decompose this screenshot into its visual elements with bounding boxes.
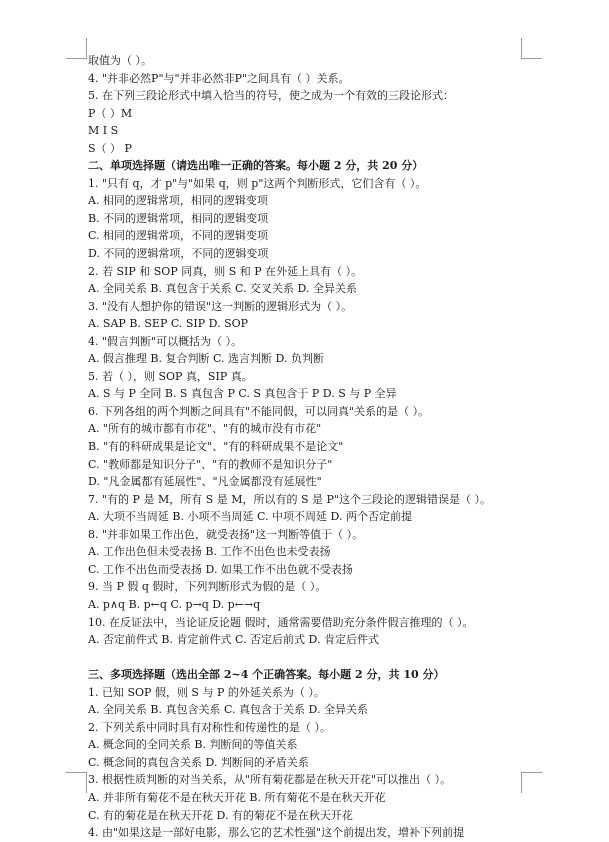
- text-line: 3. "没有人想护你的错误"这一判断的逻辑形式为（ ）。: [88, 299, 353, 313]
- page-corner-mark-bottom-left: [66, 772, 87, 793]
- text-line: 7. "有的 P 是 M，所有 S 是 M，所以有的 S 是 P"这个三段论的逻辑错误是（ ）。: [88, 492, 491, 506]
- text-line: 4. 由"如果这是一部好电影，那么它的艺术性强"这个前提出发，增补下列前提: [88, 826, 465, 840]
- text-line: 8. "并非如果工作出色，就受表扬"这一判断等值于（ ）。: [88, 527, 364, 541]
- text-line: A. "所有的城市都有市花"、"有的城市没有市花": [88, 422, 322, 436]
- text-line: 5. 在下列三段论形式中填入恰当的符号，使之成为一个有效的三段论形式：: [88, 89, 454, 103]
- text-line: A. 相同的逻辑常项，相同的逻辑变项: [88, 194, 268, 208]
- text-line: A. SAP B. SEP C. SIP D. SOP: [88, 317, 249, 331]
- text-line: 5. 若（ ），则 SOP 真，SIP 真。: [88, 369, 253, 383]
- text-line: A. 假言推理 B. 复合判断 C. 选言判断 D. 负判断: [88, 352, 324, 366]
- blank-line: [88, 649, 528, 667]
- text-line: A. S 与 P 全同 B. S 真包含 P C. S 真包含于 P D. S 与 P 全异: [88, 387, 397, 401]
- text-line: M I S: [88, 124, 119, 138]
- text-line: 9. 当 P 假 q 假时，下列判断形式为假的是（ ）。: [88, 580, 327, 594]
- text-line: 6. 下列各组的两个判断之间具有"不能同假，可以同真"关系的是（ ）。: [88, 404, 430, 418]
- text-line: A. 全同关系 B. 真包含于关系 C. 交叉关系 D. 全异关系: [88, 282, 357, 296]
- text-line: D. "凡金属都有延展性"、"凡金属都没有延展性": [88, 475, 322, 489]
- text-line: C. "教师都是知识分子"、"有的教师不是知识分子": [88, 457, 333, 471]
- text-line: 1. 已知 SOP 假，则 S 与 P 的外延关系为（ ）。: [88, 685, 325, 699]
- text-line: C. 相同的逻辑常项，不同的逻辑变项: [88, 229, 269, 243]
- page-corner-mark-top-left: [66, 38, 87, 59]
- text-line: 4. "假言判断"可以概括为（ ）。: [88, 334, 243, 348]
- text-line: B. "有的科研成果是论文"、"有的科研成果不是论文": [88, 440, 344, 454]
- document-body: [88, 52, 528, 842]
- text-line: 4. "并非必然P"与"并非必然非P"之间具有（ ）关系。: [88, 71, 350, 85]
- text-line: A. 并非所有菊花不是在秋天开花 B. 所有菊花不是在秋天开花: [88, 790, 386, 804]
- section-heading: 三、多项选择题（选出全部 2~4 个正确答案。每小题 2 分，共 10 分）: [88, 668, 445, 682]
- text-line: C. 概念间的真包含关系 D. 判断间的矛盾关系: [88, 755, 309, 769]
- text-line: 10. 在反证法中，当论证反论题 假时，通常需要借助充分条件假言推理的（ ）。: [88, 615, 474, 629]
- text-line: C. 工作不出色而受表扬 D. 如果工作不出色就不受表扬: [88, 562, 353, 576]
- text-line: A. p∧q B. p←q C. p→q D. p←→q: [88, 597, 261, 611]
- text-line: 取值为（ ）。: [88, 54, 152, 67]
- text-line: B. 不同的逻辑常项，相同的逻辑变项: [88, 211, 269, 225]
- text-line: D. 不同的逻辑常项，不同的逻辑变项: [88, 247, 269, 261]
- text-line: A. 工作出色但未受表扬 B. 工作不出色也未受表扬: [88, 545, 331, 559]
- text-line: 2. 若 SIP 和 SOP 同真，则 S 和 P 在外延上具有（ ）。: [88, 264, 363, 278]
- text-line: 3. 根据性质判断的对当关系，从"所有菊花都是在秋天开花"可以推出（ ）。: [88, 773, 452, 787]
- section-heading: 二、单项选择题（请选出唯一正确的答案。每小题 2 分，共 20 分）: [88, 159, 424, 173]
- text-line: A. 概念间的全同关系 B. 判断间的等值关系: [88, 738, 298, 752]
- text-line: 1. "只有 q，才 p"与"如果 q，则 p"这两个判断形式，它们含有（ ）。: [88, 176, 427, 190]
- text-line: 2. 下列关系中同时具有对称性和传递性的是（ ）。: [88, 720, 331, 734]
- text-line: A. 否定前件式 B. 肯定前件式 C. 否定后前式 D. 肯定后件式: [88, 633, 379, 647]
- text-line: P（ ）M: [88, 106, 133, 120]
- text-line: C. 有的菊花是在秋天开花 D. 有的菊花不是在秋天开花: [88, 808, 353, 822]
- text-line: S（ ） P: [88, 141, 132, 155]
- text-line: A. 全同关系 B. 真包含关系 C. 真包含于关系 D. 全异关系: [88, 703, 368, 717]
- text-line: A. 大项不当周延 B. 小项不当周延 C. 中项不周延 D. 两个否定前提: [88, 510, 412, 524]
